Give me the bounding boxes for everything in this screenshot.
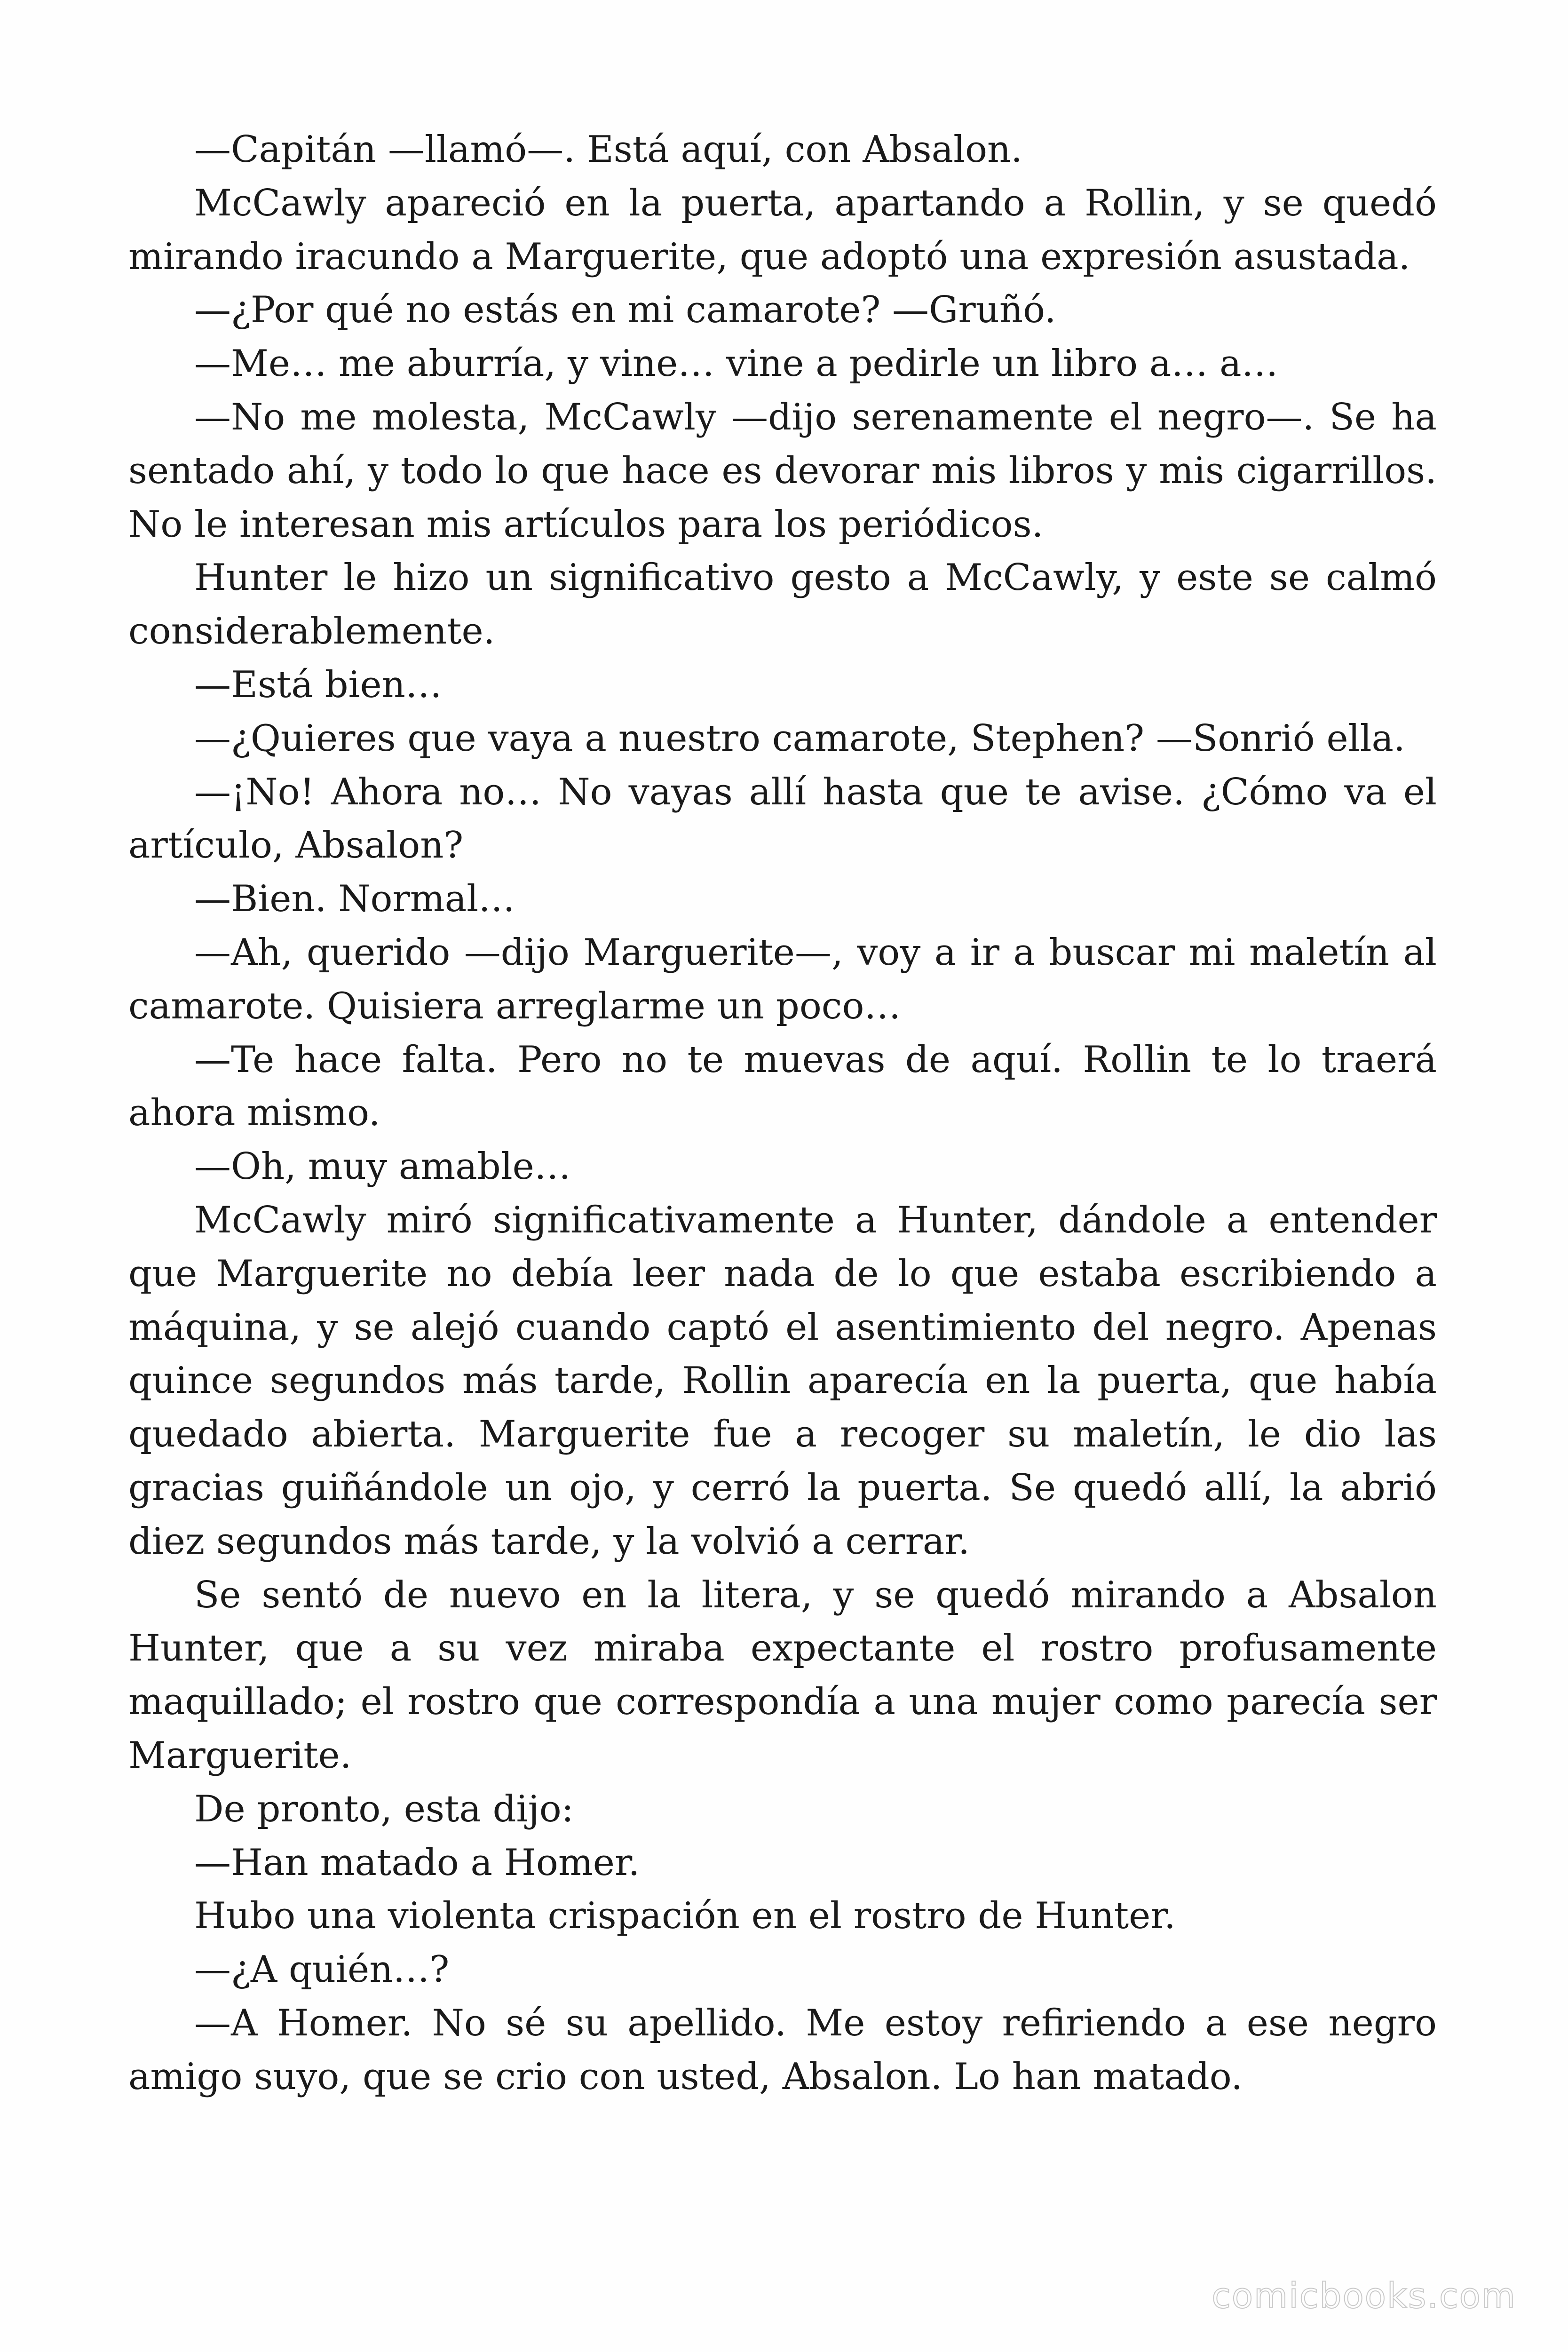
paragraph: McCawly apareció en la puerta, apartando a Rollin, y se quedó mirando iracundo a Marguerite, que adoptó una expresión asustada. [128, 182, 1437, 278]
paragraph: —Bien. Normal… [194, 878, 515, 921]
paragraph: —¿Quieres que vaya a nuestro camarote, Stephen? —Sonrió ella. [194, 717, 1405, 760]
paragraph: —Está bien… [194, 663, 442, 706]
paragraph: —Me… me aburría, y vine… vine a pedirle un libro a… a… [194, 342, 1278, 385]
paragraph: De pronto, esta dijo: [194, 1788, 574, 1830]
paragraph: —Te hace falta. Pero no te muevas de aquí. Rollin te lo traerá ahora mismo. [128, 1038, 1437, 1135]
paragraph: —A Homer. No sé su apellido. Me estoy refiriendo a ese negro amigo suyo, que se crio con usted, Absalon. Lo han matado. [128, 2002, 1437, 2098]
paragraph: —Oh, muy amable… [194, 1145, 571, 1188]
paragraph: —Han matado a Homer. [194, 1841, 640, 1884]
paragraph: —Ah, querido —dijo Marguerite—, voy a ir a buscar mi maletín al camarote. Quisiera arreglarme un poco… [128, 931, 1437, 1027]
paragraph: Hubo una violenta crispación en el rostro de Hunter. [194, 1895, 1176, 1938]
paragraph: Hunter le hizo un significativo gesto a McCawly, y este se calmó considerablemente. [128, 556, 1437, 653]
watermark: comicbooks.com [1212, 2276, 1516, 2316]
paragraph: —¿A quién…? [194, 1948, 450, 1991]
body-text [128, 123, 1437, 2104]
paragraph: —Capitán —llamó—. Está aquí, con Absalon. [194, 128, 1023, 171]
paragraph: Se sentó de nuevo en la litera, y se quedó mirando a Absalon Hunter, que a su vez miraba expectante el rostro profusamente maquillado; el rostro que correspondía a una mujer como parecía ser Marguerite. [128, 1573, 1437, 1777]
paragraph: —No me molesta, McCawly —dijo serenamente el negro—. Se ha sentado ahí, y todo lo que hace es devorar mis libros y mis cigarrillos. No le interesan mis artículos para los periódicos. [128, 396, 1437, 546]
paragraph: —¡No! Ahora no… No vayas allí hasta que te avise. ¿Cómo va el artículo, Absalon? [128, 771, 1437, 867]
paragraph: —¿Por qué no estás en mi camarote? —Gruñó. [194, 289, 1056, 332]
paragraph: McCawly miró significativamente a Hunter, dándole a entender que Marguerite no debía leer nada de lo que estaba escribiendo a máquina, y se alejó cuando captó el asentimiento del negro. Apenas quince segundos más tarde, Rollin aparecía en la puerta, que había quedado abierta. Marguerite fue a recoger su maletín, le dio las gracias guiñándole un ojo, y cerró la puerta. Se quedó allí, la abrió diez segundos más tarde, y la volvió a cerrar. [128, 1199, 1437, 1563]
